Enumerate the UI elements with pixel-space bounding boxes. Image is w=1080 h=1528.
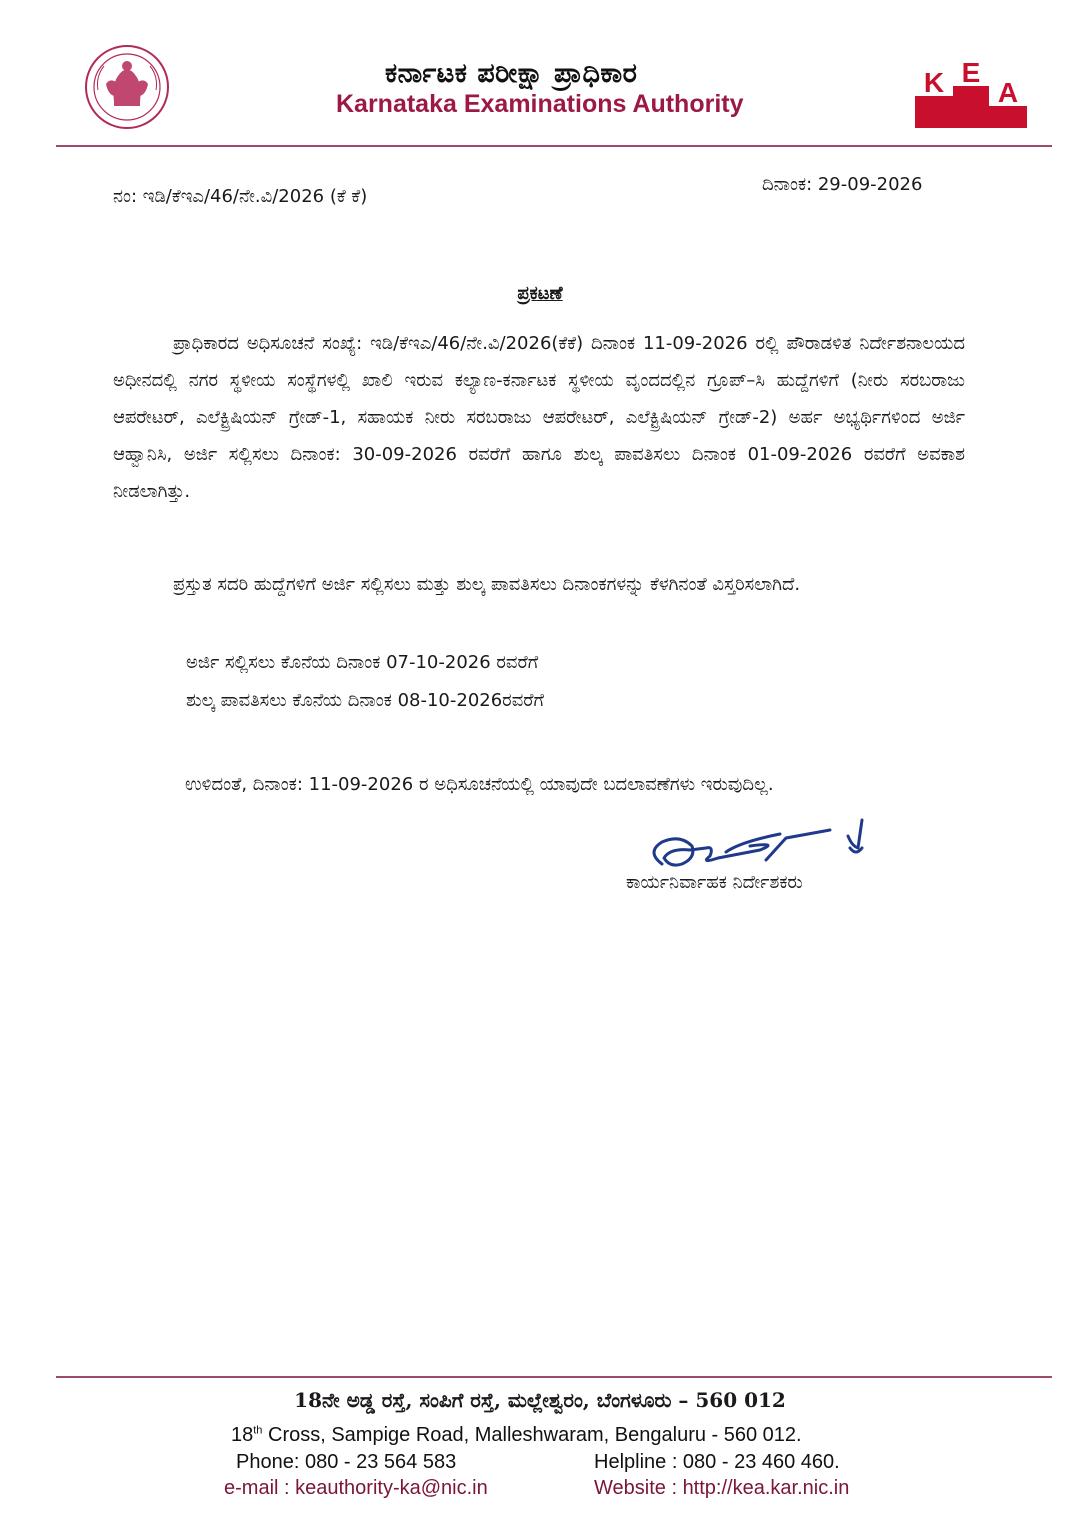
- body-paragraph-1: ಪ್ರಾಧಿಕಾರದ ಅಧಿಸೂಚನೆ ಸಂಖ್ಯೆ: ಇಡಿ/ಕೆಇಎ/46/ನೇ.ವಿ/2026(ಕೆಕೆ) ದಿನಾಂಕ 11-09-2026 ರಲ್ಲಿ ಪೌರಾಡಳಿತ ನಿರ್ದೇಶನಾಲಯದ ಅಧೀನದಲ್ಲಿ ನಗರ ಸ್ಥಳೀಯ ಸಂಸ್ಥೆಗಳಲ್ಲಿ ಖಾಲಿ ಇರುವ ಕಲ್ಯಾಣ-ಕರ್ನಾಟಕ ಸ್ಥಳೀಯ ವೃಂದದಲ್ಲಿನ ಗ್ರೂಪ್–ಸಿ ಹುದ್ದೆಗಳಿಗೆ (ನೀರು ಸರಬರಾಜು ಆಪರೇಟರ್, ಎಲೆಕ್ಟ್ರಿಷಿಯನ್ ಗ್ರೇಡ್-1, ಸಹಾಯಕ ನೀರು ಸರಬರಾಜು ಆಪರೇಟರ್, ಎಲೆಕ್ಟ್ರಿಷಿಯನ್ ಗ್ರೇಡ್-2) ಅರ್ಹ ಅಭ್ಯರ್ಥಿಗಳಿಂದ ಅರ್ಜಿ ಆಹ್ವಾನಿಸಿ, ಅರ್ಜಿ ಸಲ್ಲಿಸಲು ದಿನಾಂಕ: 30-09-2026 ರವರೆಗೆ ಹಾಗೂ ಶುಲ್ಕ ಪಾವತಿಸಲು ದಿನಾಂಕ 01-09-2026 ರವರೆಗೆ ಅವಕಾಶ ನೀಡಲಾಗಿತ್ತು.: [113, 333, 965, 502]
- kea-logo: [915, 52, 1027, 128]
- application-deadline: ಅರ್ಜಿ ಸಲ್ಲಿಸಲು ಕೊನೆಯ ದಿನಾಂಕ 07-10-2026 ರವರೆಗೆ: [186, 652, 539, 673]
- email-label: e-mail :: [224, 1477, 296, 1499]
- website-label: Website :: [594, 1477, 683, 1499]
- address-english-ordinal: th: [253, 1424, 263, 1437]
- karnataka-emblem-icon: [84, 44, 170, 130]
- logo-letter-e: E: [961, 57, 981, 88]
- notice-heading-text: ಪ್ರಕಟಣೆ: [517, 283, 563, 304]
- email-link[interactable]: keauthority-ka@nic.in: [295, 1477, 488, 1499]
- logo-letter-k: K: [923, 67, 945, 98]
- address-kannada: 18ನೇ ಅಡ್ಡ ರಸ್ತೆ, ಸಂಪಿಗೆ ರಸ್ತೆ, ಮಲ್ಲೇಶ್ವರಂ, ಬೆಂಗಳೂರು – 560 012: [294, 1388, 786, 1412]
- website-link[interactable]: http://kea.kar.nic.in: [682, 1477, 850, 1499]
- footer-divider: [56, 1376, 1052, 1378]
- phone-number: Phone: 080 - 23 564 583: [236, 1451, 457, 1473]
- notice-heading: [0, 283, 1080, 304]
- header-divider: [56, 145, 1052, 147]
- address-english-number: 18: [231, 1424, 254, 1446]
- website-contact: [594, 1477, 849, 1500]
- body-paragraph-3: ಉಳಿದಂತೆ, ದಿನಾಂಕ: 11-09-2026 ರ ಅಧಿಸೂಚನೆಯಲ್ಲಿ ಯಾವುದೇ ಬದಲಾವಣೆಗಳು ಇರುವುದಿಲ್ಲ.: [185, 774, 774, 795]
- fee-deadline: ಶುಲ್ಕ ಪಾವತಿಸಲು ಕೊನೆಯ ದಿನಾಂಕ 08-10-2026ರವರೆಗೆ: [186, 690, 544, 711]
- authority-title-kannada: ಕರ್ನಾಟಕ ಪರೀಕ್ಷಾ ಪ್ರಾಧಿಕಾರ: [385, 58, 638, 89]
- address-english: [231, 1424, 802, 1447]
- email-contact: [224, 1477, 488, 1500]
- address-english-rest: Cross, Sampige Road, Malleshwaram, Bengaluru - 560 012.: [262, 1424, 802, 1446]
- logo-letter-a: A: [997, 77, 1019, 108]
- reference-number: ನಂ: ಇಡಿ/ಕೆಇಎ/46/ನೇ.ವಿ/2026 (ಕೆ ಕೆ): [113, 186, 368, 207]
- authority-title-english: Karnataka Examinations Authority: [336, 90, 744, 118]
- signatory-designation: ಕಾರ್ಯನಿರ್ವಾಹಕ ನಿರ್ದೇಶಕರು: [626, 872, 803, 893]
- helpline-number: Helpline : 080 - 23 460 460.: [594, 1451, 840, 1473]
- reference-date: ದಿನಾಂಕ: 29-09-2026: [762, 174, 923, 195]
- body-paragraph-2: ಪ್ರಸ್ತುತ ಸದರಿ ಹುದ್ದೆಗಳಿಗೆ ಅರ್ಜಿ ಸಲ್ಲಿಸಲು ಮತ್ತು ಶುಲ್ಕ ಪಾವತಿಸಲು ದಿನಾಂಕಗಳನ್ನು ಕೆಳಗಿನಂತೆ ವಿಸ್ತರಿಸಲಾಗಿದೆ.: [173, 574, 801, 595]
